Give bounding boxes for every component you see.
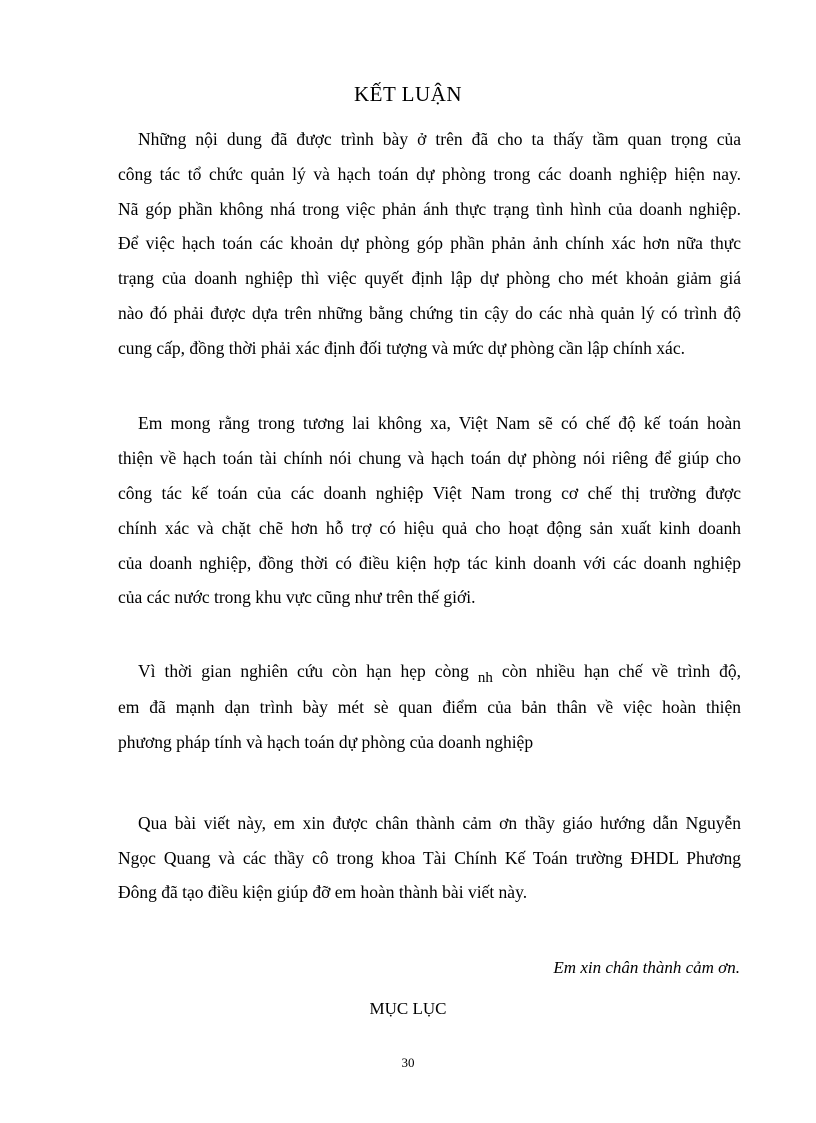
paragraph-line: Đông đã tạo điều kiện giúp đỡ em hoàn thành bài viết này. bbox=[118, 882, 528, 902]
paragraph-line: Những nội dung đã được trình bày ở trên đã cho ta thấy tầm quan trọng của bbox=[138, 129, 741, 149]
paragraph-line: Em mong rằng trong tương lai không xa, Việt Nam sẽ có chế độ kế toán hoàn bbox=[138, 413, 741, 433]
paragraph-line: Qua bài viết này, em xin được chân thành cảm ơn thầy giáo hướng dẫn Nguyễn bbox=[138, 813, 741, 833]
paragraph-line: cung cấp, đồng thời phải xác định đối tượng và mức dự phòng cần lập chính xác. bbox=[118, 338, 685, 358]
toc-heading: MỤC LỤC bbox=[369, 999, 447, 1018]
paragraph-text: còn nhiều hạn chế về trình độ, bbox=[501, 661, 742, 681]
paragraph-line: công tác tổ chức quản lý và hạch toán dự phòng trong các doanh nghiệp hiện nay. bbox=[118, 164, 741, 184]
paragraph-line: công tác kế toán của các doanh nghiệp Việt Nam trong cơ chế thị trường được bbox=[118, 483, 741, 503]
paragraph-line: Ngọc Quang và các thầy cô trong khoa Tài Chính Kế Toán trường ĐHDL Phương bbox=[118, 848, 741, 868]
paragraph-line: của doanh nghiệp, đồng thời có điều kiện hợp tác kinh doanh với các doanh nghiệp bbox=[118, 553, 741, 573]
paragraph-line bbox=[138, 660, 741, 684]
paragraph-line: trạng của doanh nghiệp thì việc quyết định lập dự phòng cho mét khoản giảm giá bbox=[118, 268, 741, 288]
stray-fragment: nh bbox=[477, 670, 493, 686]
paragraph-line: nào đó phải được dựa trên những bằng chứng tin cậy do các nhà quản lý có trình độ bbox=[118, 303, 741, 323]
paragraph-line: chính xác và chặt chẽ hơn hỗ trợ có hiệu quả cho hoạt động sản xuất kinh doanh bbox=[118, 518, 741, 538]
page-number: 30 bbox=[401, 1055, 415, 1070]
closing-thanks: Em xin chân thành cảm ơn. bbox=[553, 958, 740, 977]
paragraph-line: em đã mạnh dạn trình bày mét sè quan điểm của bản thân về việc hoàn thiện bbox=[118, 697, 741, 717]
paragraph-line: thiện về hạch toán tài chính nói chung và hạch toán dự phòng nói riêng để giúp cho bbox=[118, 448, 741, 468]
paragraph-line: phương pháp tính và hạch toán dự phòng của doanh nghiệp bbox=[118, 732, 534, 752]
paragraph-line: Để việc hạch toán các khoản dự phòng góp phần phản ảnh chính xác hơn nữa thực bbox=[118, 233, 741, 253]
page-title: KẾT LUẬN bbox=[353, 82, 462, 106]
paragraph-line: Nã góp phần không nhá trong việc phản ánh thực trạng tình hình của doanh nghiệp. bbox=[118, 199, 741, 219]
paragraph-text: Vì thời gian nghiên cứu còn hạn hẹp còng bbox=[138, 661, 469, 681]
paragraph-line: của các nước trong khu vực cũng như trên thế giới. bbox=[118, 587, 476, 607]
